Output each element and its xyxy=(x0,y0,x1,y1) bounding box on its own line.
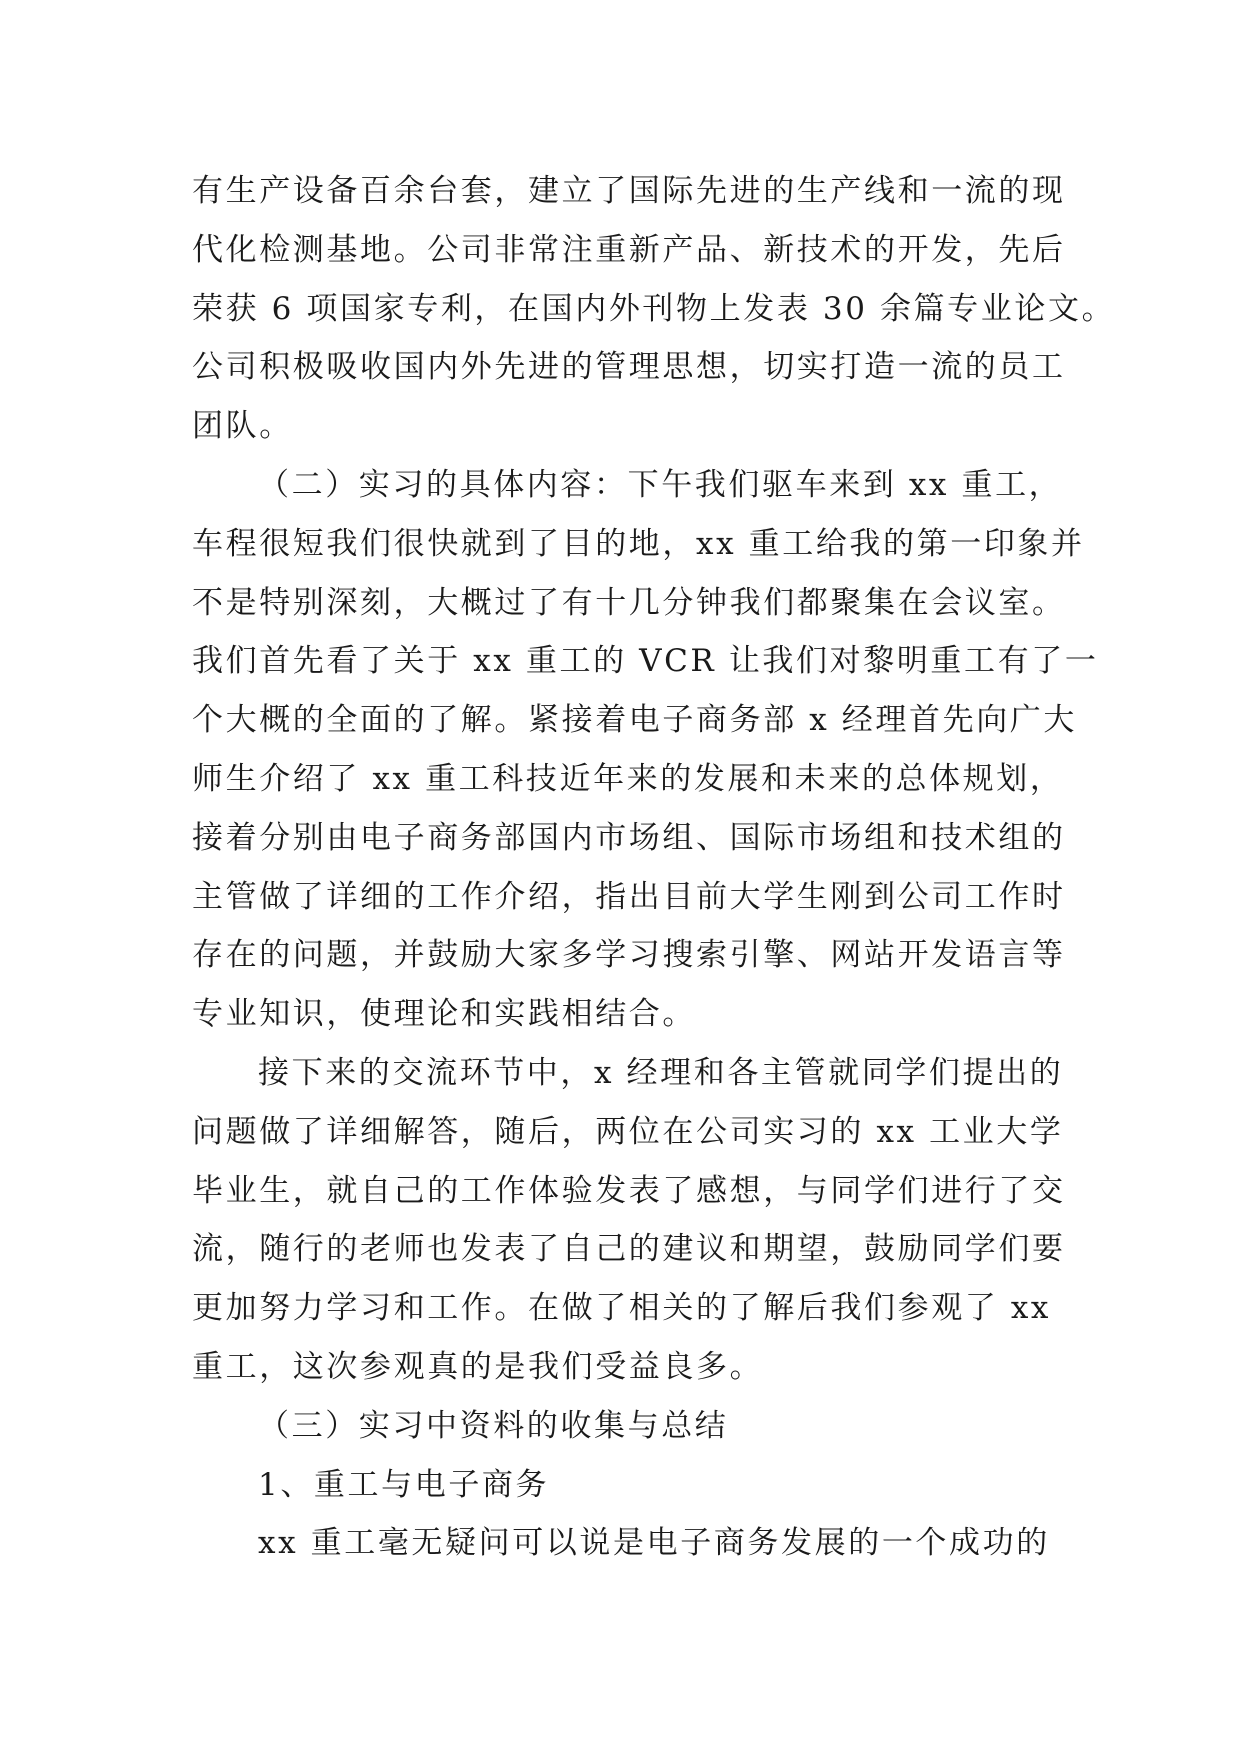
text-line: 我们首先看了关于 xx 重工的 VCR 让我们对黎明重工有了一 xyxy=(192,643,1099,680)
text-line: 师生介绍了 xx 重工科技近年来的发展和未来的总体规划， xyxy=(192,760,1064,797)
text-line: 专业知识，使理论和实践相结合。 xyxy=(192,996,696,1033)
text-line: 主管做了详细的工作介绍，指出目前大学生刚到公司工作时 xyxy=(192,878,1066,915)
text-line: 团队。 xyxy=(192,408,293,445)
text-line: 个大概的全面的了解。紧接着电子商务部 x 经理首先向广大 xyxy=(192,702,1077,739)
text-line: 毕业生，就自己的工作体验发表了感想，与同学们进行了交 xyxy=(192,1172,1066,1209)
paragraph-ecommerce xyxy=(192,1514,1072,1573)
paragraph-exchange-session xyxy=(192,1044,1072,1397)
text-line: 接着分别由电子商务部国内市场组、国际市场组和技术组的 xyxy=(192,819,1066,856)
paragraph-company-intro xyxy=(192,162,1116,456)
document-body xyxy=(192,162,1116,1573)
text-line: （二）实习的具体内容：下午我们驱车来到 xx 重工， xyxy=(258,466,1063,503)
section-heading: （三）实习中资料的收集与总结 xyxy=(258,1407,729,1444)
text-line: 有生产设备百余台套，建立了国际先进的生产线和一流的现 xyxy=(192,173,1066,209)
section-heading-three xyxy=(192,1397,1072,1456)
paragraph-internship-content xyxy=(192,456,1099,1044)
text-line: 代化检测基地。公司非常注重新产品、新技术的开发，先后 xyxy=(192,231,1066,268)
subsection-heading: 1、重工与电子商务 xyxy=(258,1466,550,1503)
text-line: 接下来的交流环节中，x 经理和各主管就同学们提出的 xyxy=(258,1054,1064,1091)
text-line: 车程很短我们很快就到了目的地，xx 重工给我的第一印象并 xyxy=(192,525,1085,562)
text-line: 公司积极吸收国内外先进的管理思想，切实打造一流的员工 xyxy=(192,349,1066,386)
text-line: 荣获 6 项国家专利，在国内外刊物上发表 30 余篇专业论文。 xyxy=(192,290,1116,327)
text-line: 不是特别深刻，大概过了有十几分钟我们都聚集在会议室。 xyxy=(192,584,1066,621)
subsection-heading-one xyxy=(192,1456,1072,1515)
text-line: 存在的问题，并鼓励大家多学习搜索引擎、网站开发语言等 xyxy=(192,937,1066,974)
text-line: 问题做了详细解答，随后，两位在公司实习的 xx 工业大学 xyxy=(192,1113,1064,1150)
text-line: xx 重工毫无疑问可以说是电子商务发展的一个成功的 xyxy=(258,1525,1050,1562)
text-line: 更加努力学习和工作。在做了相关的了解后我们参观了 xx xyxy=(192,1290,1052,1327)
text-line: 流，随行的老师也发表了自己的建议和期望，鼓励同学们要 xyxy=(192,1231,1066,1268)
text-line: 重工，这次参观真的是我们受益良多。 xyxy=(192,1348,764,1385)
